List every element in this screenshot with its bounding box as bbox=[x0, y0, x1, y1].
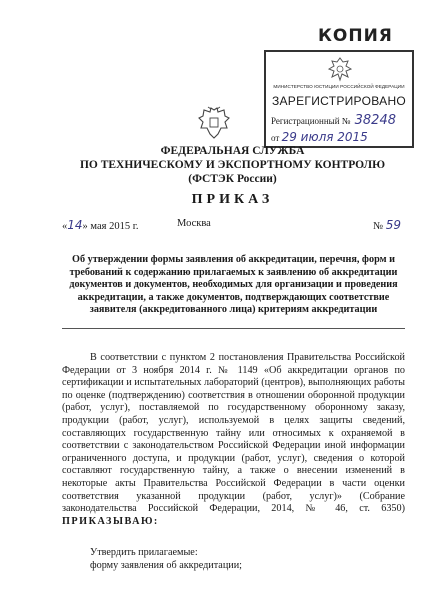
order-number bbox=[373, 218, 401, 232]
order-month-year: мая 2015 г. bbox=[90, 221, 139, 232]
order-city: Москва bbox=[177, 218, 211, 229]
stamp-date-prefix: от bbox=[271, 133, 280, 143]
order-number-label: № bbox=[373, 221, 384, 232]
order-date-line bbox=[62, 218, 405, 234]
copy-stamp-label: КОПИЯ bbox=[318, 26, 393, 46]
approve-item-1: форму заявления об аккредитации; bbox=[90, 560, 243, 571]
stamp-ministry-name: МИНИСТЕРСТВО ЮСТИЦИИ РОССИЙСКОЙ ФЕДЕРАЦИИ bbox=[273, 84, 405, 89]
order-day: 14 bbox=[67, 218, 83, 232]
preamble-text: В соответствии с пунктом 2 постановления Правительства Российской Федерации от 3 ноября 2014 г. № 1149 «Об аккредитации органов по сертификации и испытательных лабораторий (центров), выполняющих работы по оценке (подтверждению) соответствия в отношении оборонной продукции (работ, услуг), поставляемой по государственному оборонному заказу, продукции (работ, услуг), используемой в целях защиты сведений, составляющих государственную тайну или относимых к охраняемой в соответствии с законодательством Российской Федерации иной информации ограниченного доступа, и продукции (работ, услуг), сведения о которой составляют государственную тайну, а также о внесении изменений в некоторые акты Правительства Российской Федерации в части оценки соответствия указанной продукции (работ, услуг)» (Собрание законодательства Российской Федерации, 2014, № 46, ст. 6350) bbox=[62, 352, 406, 515]
stamp-date-value: 29 июля 2015 bbox=[281, 130, 368, 144]
coat-of-arms-icon bbox=[198, 106, 230, 140]
order-subject: Об утверждении формы заявления об аккредитации, перечня, форм и требований к содержанию прилагаемых к заявлению об аккредитации документов и документов, необходимых для организации и проведения аккредитации, а также документов, подтверждающих соответствие заявителя (аккредитованного лица) критериям аккредитации bbox=[69, 254, 398, 316]
stamp-number-label: Регистрационный № bbox=[271, 116, 351, 126]
agency-line-3: (ФСТЭК России) bbox=[188, 173, 277, 185]
agency-line-2: ПО ТЕХНИЧЕСКОМУ И ЭКСПОРТНОМУ КОНТРОЛЮ bbox=[79, 159, 386, 171]
registration-stamp bbox=[264, 50, 414, 148]
subject-divider bbox=[62, 328, 405, 329]
order-date: «14» мая 2015 г. bbox=[62, 218, 139, 232]
order-number-value: 59 bbox=[385, 218, 401, 232]
stamp-number-line bbox=[271, 113, 411, 128]
order-directive: ПРИКАЗЫВАЮ: bbox=[62, 515, 159, 527]
preamble-paragraph bbox=[62, 352, 405, 528]
order-title: ПРИКАЗ bbox=[191, 192, 274, 207]
approve-line: Утвердить прилагаемые: bbox=[90, 547, 198, 558]
ministry-emblem-icon bbox=[326, 55, 354, 83]
agency-line-1: ФЕДЕРАЛЬНАЯ СЛУЖБА bbox=[160, 145, 305, 157]
agency-heading bbox=[60, 144, 405, 186]
order-body bbox=[62, 352, 405, 528]
stamp-registered: ЗАРЕГИСТРИРОВАНО bbox=[271, 94, 407, 108]
stamp-date-line bbox=[271, 130, 411, 144]
stamp-number-value: 38248 bbox=[354, 113, 396, 128]
